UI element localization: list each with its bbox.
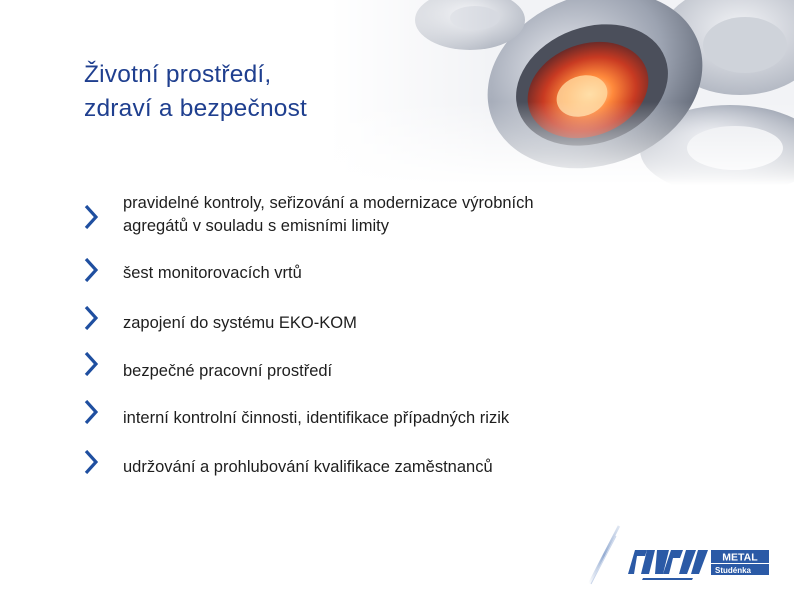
chevron-right-icon: [84, 306, 98, 330]
bullet-text: šest monitorovacích vrtů: [123, 264, 302, 282]
company-logo: [583, 524, 783, 586]
logo-subword: Studénka: [715, 566, 752, 575]
bullet-text: interní kontrolní činnosti, identifikace případných rizik: [123, 409, 510, 427]
chevron-right-icon: [84, 352, 98, 376]
logo-word: METAL: [722, 551, 758, 564]
bullet-text: zapojení do systému EKO-KOM: [123, 314, 357, 332]
bullet-text: udržování a prohlubování kvalifikace zaměstnanců: [123, 458, 493, 476]
chevron-right-icon: [84, 400, 98, 424]
chevron-right-icon: [84, 205, 98, 229]
bullet-text: [123, 192, 703, 238]
bullet-text-line-1: pravidelné kontroly, seřizování a modernizace výrobních: [123, 194, 534, 212]
chevron-right-icon: [84, 450, 98, 474]
title-line-1: Životní prostředí,: [84, 61, 272, 88]
bullet-text: bezpečné pracovní prostředí: [123, 362, 333, 380]
title-line-2: zdraví a bezpečnost: [84, 95, 308, 122]
chevron-right-icon: [84, 258, 98, 282]
bullet-text-line-2: agregátů v souladu s emisními limity: [123, 217, 389, 235]
